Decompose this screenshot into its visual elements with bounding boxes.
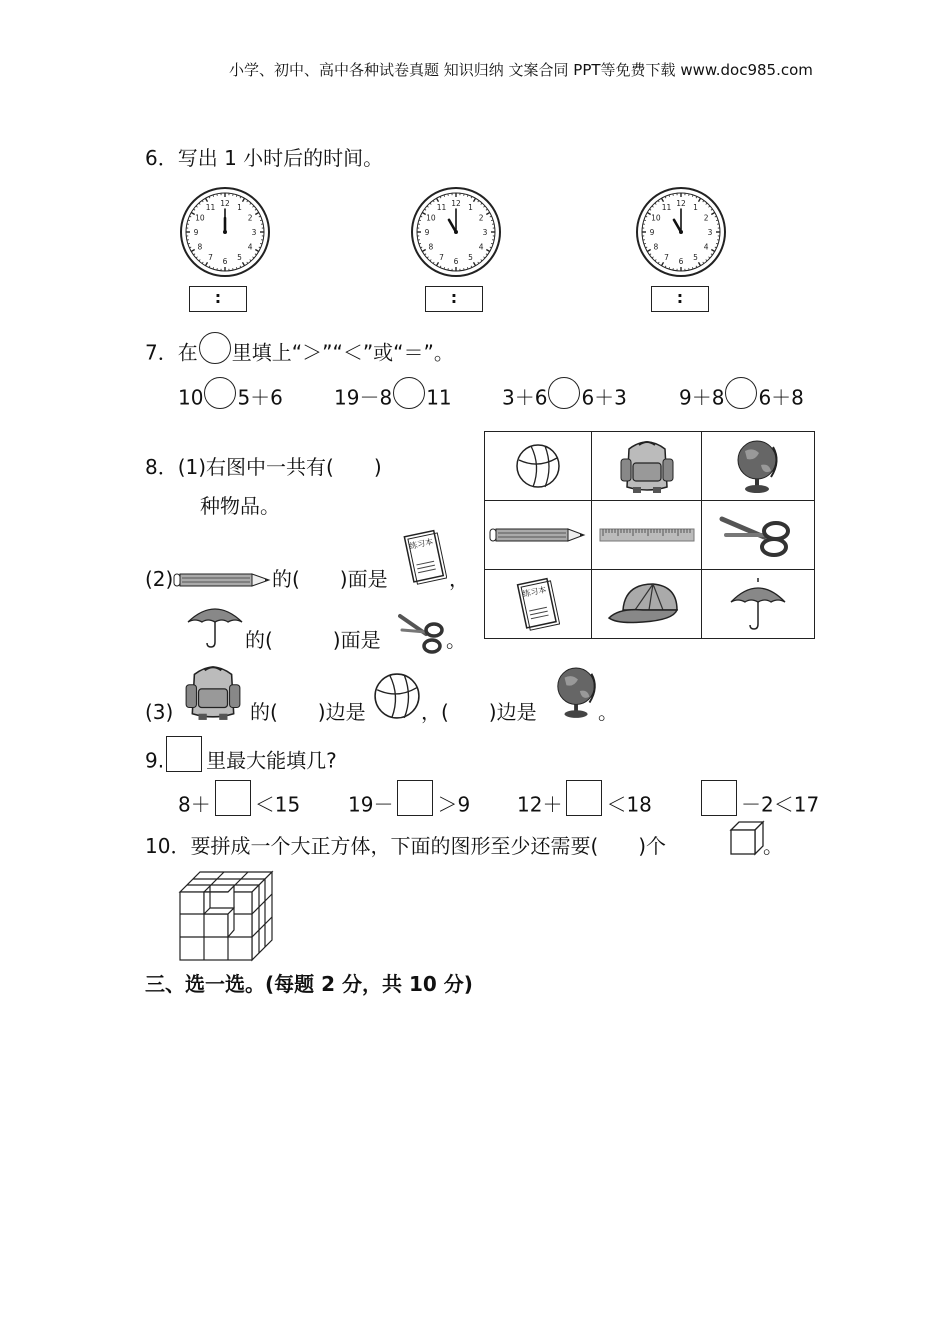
q8-part1-line1: 8．(1)右图中一共有( ): [145, 455, 382, 479]
svg-text:4: 4: [247, 242, 253, 252]
answer-box[interactable]: [701, 780, 737, 816]
answer-box[interactable]: [397, 780, 433, 816]
svg-text:10: 10: [426, 213, 436, 223]
exercise-book-icon: [403, 527, 447, 587]
grid-cell-backpack: [592, 432, 702, 501]
svg-text:8: 8: [653, 242, 659, 252]
svg-text:11: 11: [205, 202, 216, 212]
scissors-icon: [718, 513, 798, 557]
q9-after: －2＜17: [741, 792, 820, 817]
scissors-icon: [398, 612, 446, 658]
svg-text:1: 1: [237, 202, 242, 212]
svg-text:7: 7: [208, 253, 213, 263]
q8-part3-end: 。: [598, 700, 618, 724]
exercise-book-icon: [516, 575, 560, 633]
items-grid: [484, 431, 815, 639]
q7-right: 6＋8: [758, 385, 804, 410]
clock-icon: [635, 186, 727, 278]
q9-item: [178, 788, 300, 824]
svg-text:7: 7: [664, 253, 669, 263]
svg-text:9: 9: [424, 228, 430, 237]
q8-part2-end: 。: [446, 628, 466, 652]
backpack-icon: [175, 662, 251, 722]
q7-item: [502, 383, 627, 415]
cap-icon: [603, 580, 691, 628]
q9-after: ＜18: [606, 792, 652, 817]
globe-icon: [733, 437, 783, 495]
q8-part1-line2: 种物品。: [200, 494, 280, 518]
svg-text:7: 7: [439, 253, 444, 263]
q10-text: 10．要拼成一个大正方体，下面的图形至少还需要( )个: [145, 834, 667, 858]
q8-part2-label: (2): [145, 567, 174, 591]
q7-title: [145, 338, 454, 370]
q7-left: 10: [178, 385, 204, 410]
grid-cell-ruler: [592, 501, 702, 570]
grid-cell-book: [485, 570, 592, 638]
clock-icon: [179, 186, 271, 278]
compare-circle-icon: [199, 332, 231, 364]
compare-circle[interactable]: [725, 377, 757, 409]
answer-box[interactable]: [566, 780, 602, 816]
q6-title: 6．写出 1 小时后的时间。: [145, 146, 384, 170]
small-cube-icon: [729, 820, 765, 856]
q9-item: [348, 788, 470, 824]
svg-text:5: 5: [693, 253, 698, 263]
blank-box-icon: [166, 736, 202, 772]
q7-left: 19－8: [334, 385, 393, 410]
compare-circle[interactable]: [548, 377, 580, 409]
q7-prefix: 7．在: [145, 340, 198, 365]
q8-part3-a: 的( )边是: [250, 700, 366, 724]
compare-circle[interactable]: [393, 377, 425, 409]
q8-part2-comma: ，: [449, 567, 469, 591]
svg-text:4: 4: [703, 242, 709, 252]
answer-box[interactable]: [215, 780, 251, 816]
book-label: 练习本: [521, 585, 548, 599]
q9-before: 12＋: [517, 792, 563, 817]
svg-text:9: 9: [649, 228, 655, 237]
q9-item: [697, 788, 819, 824]
q7-left: 9＋8: [679, 385, 725, 410]
time-answer-box[interactable]: :: [189, 286, 247, 312]
q8-part3-label: (3): [145, 700, 174, 724]
grid-cell-ball: [485, 432, 592, 501]
svg-text:6: 6: [222, 257, 228, 266]
q9-after: ＜15: [254, 792, 301, 817]
umbrella-icon: [184, 598, 246, 650]
umbrella-icon: [727, 576, 789, 632]
grid-cell-pencil: [485, 501, 592, 570]
q7-item: [679, 383, 804, 415]
q7-suffix: 里填上“＞”“＜”或“＝”。: [231, 340, 454, 365]
q8-part2-a: 的( )面是: [272, 567, 388, 591]
q7-right: 6＋3: [581, 385, 627, 410]
grid-cell-cap: [592, 570, 702, 638]
q7-right: 11: [426, 385, 452, 410]
svg-text:4: 4: [478, 242, 484, 252]
section-3-title: 三、选一选。(每题 2 分，共 10 分): [145, 972, 473, 996]
svg-text:11: 11: [661, 202, 672, 212]
grid-cell-globe: [702, 432, 814, 501]
q7-left: 3＋6: [502, 385, 548, 410]
q9-title: [145, 744, 337, 780]
svg-text:8: 8: [197, 242, 203, 252]
svg-text:6: 6: [453, 257, 459, 266]
basketball-icon: [515, 443, 561, 489]
globe-icon: [553, 664, 601, 720]
q8-part2-b: 的( )面是: [245, 628, 381, 652]
q9-before: 19－: [348, 792, 394, 817]
pencil-icon: [172, 570, 272, 590]
svg-text:1: 1: [468, 202, 473, 212]
svg-text:3: 3: [482, 228, 488, 237]
grid-cell-scissors: [702, 501, 814, 570]
svg-text:2: 2: [478, 213, 484, 223]
pencil-icon: [488, 524, 588, 546]
q7-right: 5＋6: [237, 385, 283, 410]
clock-icon: [410, 186, 502, 278]
q9-before: 8＋: [178, 792, 211, 817]
page-header: 小学、初中、高中各种试卷真题 知识归纳 文案合同 PPT等免费下载 www.doc985.com: [229, 61, 813, 79]
svg-text:10: 10: [195, 213, 205, 223]
svg-text:12: 12: [220, 199, 230, 208]
q9-item: [517, 788, 652, 824]
compare-circle[interactable]: [204, 377, 236, 409]
q7-item: [334, 383, 452, 415]
svg-text:8: 8: [428, 242, 434, 252]
book-label: 练习本: [408, 537, 434, 551]
q8-part3-b: ，( )边是: [421, 700, 537, 724]
svg-text:2: 2: [703, 213, 709, 223]
ruler-icon: [599, 527, 695, 543]
q10-end: 。: [763, 834, 783, 858]
time-answer-box[interactable]: :: [425, 286, 483, 312]
q9-suffix: 里最大能填几?: [206, 748, 337, 773]
cube-stack-icon: [178, 870, 278, 964]
svg-text:5: 5: [237, 253, 242, 263]
svg-text:12: 12: [451, 199, 461, 208]
svg-text:3: 3: [251, 228, 257, 237]
svg-text:6: 6: [678, 257, 684, 266]
svg-text:1: 1: [693, 202, 698, 212]
basketball-icon: [373, 672, 421, 720]
svg-text:10: 10: [651, 213, 661, 223]
svg-text:5: 5: [468, 253, 473, 263]
backpack-icon: [615, 437, 679, 495]
q7-item: [178, 383, 283, 415]
q9-prefix: 9.: [145, 748, 165, 773]
svg-text:12: 12: [676, 199, 686, 208]
svg-text:9: 9: [193, 228, 199, 237]
svg-text:11: 11: [436, 202, 447, 212]
time-answer-box[interactable]: :: [651, 286, 709, 312]
q9-after: ＞9: [437, 792, 471, 817]
svg-text:2: 2: [247, 213, 253, 223]
grid-cell-umbrella: [702, 570, 814, 638]
svg-text:3: 3: [707, 228, 713, 237]
